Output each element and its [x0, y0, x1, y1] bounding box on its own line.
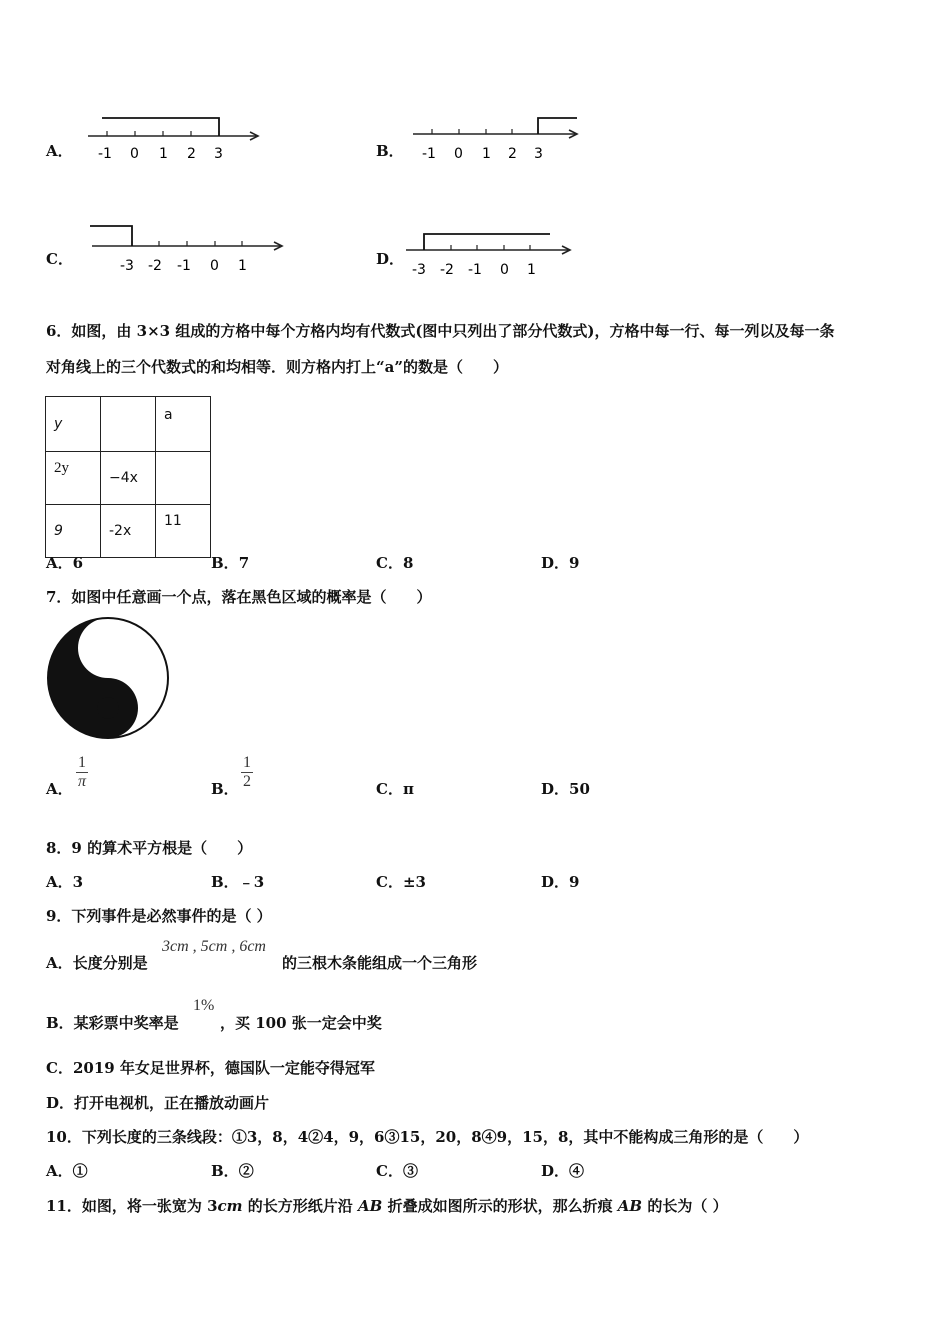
- tick-label: -1: [422, 146, 436, 162]
- grid-cell: y: [46, 397, 101, 452]
- q5-option-d-numberline: [400, 222, 590, 282]
- q5-option-d-letter: D．: [376, 250, 405, 268]
- tick-label: -1: [98, 146, 112, 162]
- q8-option-a: A．3: [46, 873, 84, 891]
- grid-cell: 2y: [46, 452, 101, 505]
- q5-option-b-letter: B．: [376, 142, 404, 160]
- q6-stem-line2: 对角线上的三个代数式的和均相等．则方格内打上“a”的数是（ ）: [46, 358, 508, 376]
- q7-option-b-letter: B．: [211, 780, 239, 798]
- tick-label: -3: [120, 258, 134, 274]
- tick-label: 1: [159, 146, 168, 162]
- q9-option-a-math: 3cm , 5cm , 6cm: [162, 938, 266, 955]
- q5-option-b-numberline: [405, 110, 595, 170]
- q9-stem: 9．下列事件是必然事件的是（ ）: [46, 907, 272, 925]
- yin-yang-white-dot: [97, 637, 119, 659]
- q6-stem-line1: 6．如图，由 3×3 组成的方格中每个方格内均有代数式(图中只列出了部分代数式)，方格中每一行、每一列以及每一条: [46, 322, 835, 340]
- tick-label: 3: [534, 146, 543, 162]
- q6-magic-square: [45, 396, 211, 558]
- tick-label: -1: [177, 258, 191, 274]
- q7-option-a-letter: A．: [46, 780, 73, 798]
- tick-label: -1: [468, 262, 482, 278]
- tick-label: 0: [454, 146, 463, 162]
- q9-option-b-suffix: ，买 100 张一定会中奖: [220, 1014, 382, 1032]
- tick-label: 1: [238, 258, 247, 274]
- grid-cell: -2x: [101, 505, 156, 558]
- q9-option-c: C．2019 年女足世界杯，德国队一定能夺得冠军: [46, 1059, 375, 1077]
- solution-bracket: [102, 118, 219, 136]
- grid-cell: [101, 397, 156, 452]
- q5-option-a-numberline: [80, 110, 270, 170]
- q10-stem: 10．下列长度的三条线段：①3，8，4②4，9，6③15，20，8④9，15，8，其中不能构成三角形的是（ ）: [46, 1128, 809, 1146]
- q7-option-d: D．50: [541, 780, 590, 798]
- q9-option-b-math: 1%: [193, 997, 215, 1014]
- q10-option-d: D．④: [541, 1162, 585, 1180]
- tick-label: 0: [500, 262, 509, 278]
- tick-label: 2: [508, 146, 517, 162]
- tick-label: -3: [412, 262, 426, 278]
- yin-yang-figure: [46, 616, 170, 740]
- q6-option-c: C．8: [376, 554, 414, 572]
- q7-option-c: C．π: [376, 780, 414, 798]
- q5-option-c-letter: C．: [46, 250, 73, 268]
- q10-option-c: C．③: [376, 1162, 418, 1180]
- tick-label: 0: [130, 146, 139, 162]
- yin-yang-black-dot: [97, 697, 119, 719]
- tick-label: 3: [214, 146, 223, 162]
- solution-bracket: [424, 234, 550, 250]
- q8-stem: 8．9 的算术平方根是（ ）: [46, 839, 253, 857]
- q8-option-d: D．9: [541, 873, 580, 891]
- q11-stem: 11．如图，将一张宽为 3cm 的长方形纸片沿 AB 折叠成如图所示的形状，那么折痕 AB 的长为（ ）: [46, 1197, 728, 1215]
- grid-cell: [156, 452, 211, 505]
- tick-label: -2: [148, 258, 162, 274]
- q9-option-a-suffix: 的三根木条能组成一个三角形: [282, 954, 478, 972]
- grid-cell: a: [156, 397, 211, 452]
- q8-option-b: B．﹣3: [211, 873, 265, 891]
- q7-option-a-fraction: 1 π: [78, 754, 87, 790]
- q6-option-b: B．7: [211, 554, 250, 572]
- q5-option-a-letter: A．: [46, 142, 73, 160]
- q9-option-b-prefix: B．某彩票中奖率是: [46, 1014, 179, 1032]
- tick-label: 1: [482, 146, 491, 162]
- q6-option-d: D．9: [541, 554, 580, 572]
- q10-option-a: A．①: [46, 1162, 88, 1180]
- q10-option-b: B．②: [211, 1162, 254, 1180]
- grid-cell: 11: [156, 505, 211, 558]
- tick-label: -2: [440, 262, 454, 278]
- tick-label: 2: [187, 146, 196, 162]
- tick-label: 0: [210, 258, 219, 274]
- grid-cell: 9: [46, 505, 101, 558]
- tick-label: 1: [527, 262, 536, 278]
- q9-option-a-prefix: A．长度分别是: [46, 954, 148, 972]
- solution-bracket: [90, 226, 132, 246]
- q9-option-d: D．打开电视机，正在播放动画片: [46, 1094, 270, 1112]
- grid-cell: −4x: [101, 452, 156, 505]
- q7-stem: 7．如图中任意画一个点，落在黑色区域的概率是（ ）: [46, 588, 432, 606]
- q7-option-b-fraction: 1 2: [243, 754, 251, 790]
- q5-option-c-numberline: [82, 218, 292, 278]
- q6-option-a: A．6: [46, 554, 84, 572]
- q8-option-c: C．±3: [376, 873, 426, 891]
